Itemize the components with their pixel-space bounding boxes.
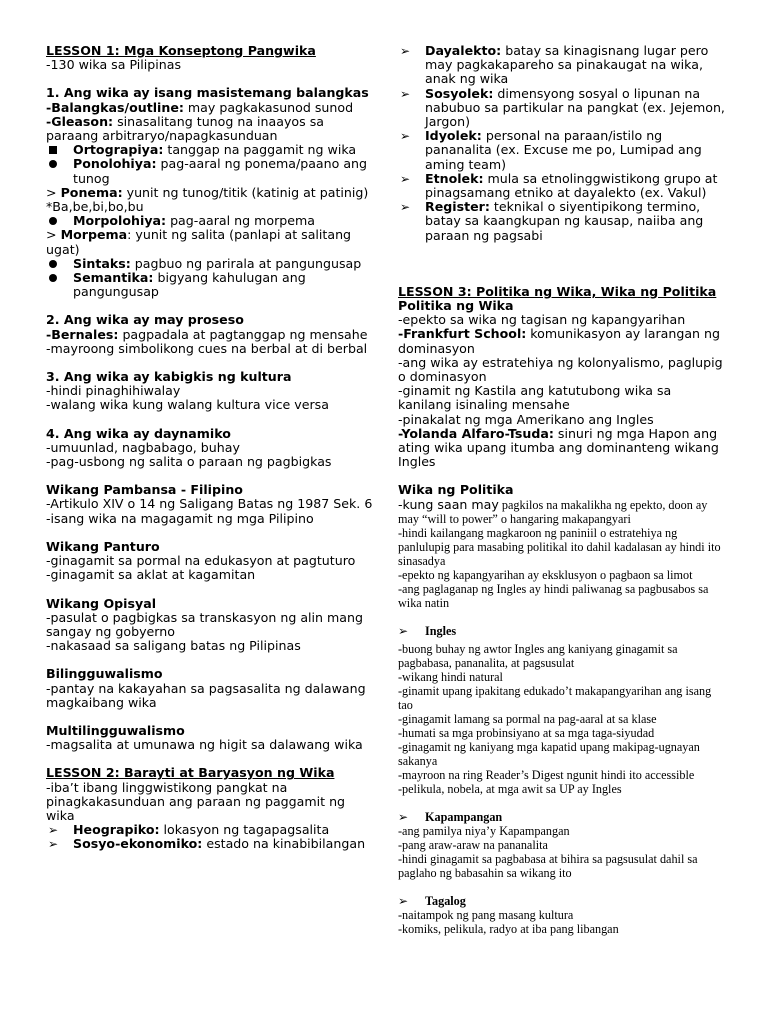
wng-body [398,526,726,936]
square-bullet-icon [49,146,57,154]
pw-frankfurt: -Frankfurt School: komunikasyon ay larangan ng dominasyon [398,326,721,356]
dot-bullet-icon [49,260,57,268]
bullet-idyolek: ➢ Idyolek: personal na paraan/istilo ng pananalita (ex. Excuse me po, Lumipad ang aming team) [399,128,702,172]
bullet-ponolohiya: Ponolohiya: pag-aaral ng ponema/paano ang tunog [46,157,376,185]
arrow-bullet-icon: ➢ [398,810,409,825]
ingles-heading: ➢ Ingles [398,624,457,639]
s3-line2: -walang wika kung walang kultura vice versa [46,397,329,413]
wikang-opisyal-line2: -nakasaad sa saligang batas ng Pilipinas [46,638,301,654]
ingles-line: -wikang hindi natural [398,670,503,685]
arrow-bullet-icon: ➢ [47,823,59,838]
ponema-line: > Ponema: yunit ng tunog/titik (katinig at patinig) [46,184,369,200]
dot-bullet-icon [49,217,57,225]
ingles-line: -mayroon na ring Reader’s Digest ngunit hindi ito accessible [398,768,695,783]
multilingguwalismo-title: Multilingguwalismo [46,722,185,738]
lesson2-line1: -iba’t ibang linggwistikong pangkat na pinagkakasunduan ang paraan ng paggamit ng wika [46,779,346,823]
bullet-sintaks: Sintaks: pagbuo ng parirala at pangungusap [46,257,376,271]
wikang-panturo-line2: -ginagamit sa aklat at kagamitan [46,567,256,583]
s3-title: 3. Ang wika ay kabigkis ng kultura [46,369,292,385]
lesson1-title: LESSON 1: Mga Konseptong Pangwika [46,43,316,58]
right-column [398,44,726,936]
dot-bullet-icon [49,274,57,282]
bullet-register: ➢ Register: teknikal o siyentipikong termino, batay sa kaangkupan ng kausap, naiiba ang paraan ng pagsabi [399,199,704,243]
kapampangan-line: -ang pamilya niya’y Kapampangan [398,824,570,839]
pw-line5: -pinakalat ng mga Amerikano ang Ingles [398,411,654,427]
wng-line4: -ang paglaganap ng Ingles ay hindi paliwanag sa pagbusabos sa wika natin [398,582,709,611]
wng-line2: -hindi kailangang magkaroon ng paniniil o estratehiya ng panlulupig para masabing politikal ito dahil kadalasan ay hindi ito sinasadya [398,526,721,569]
ingles-line: -ginamit upang ipakitang edukado’t makapangyarihan ang isang tao [398,684,712,713]
ingles-line: -buong buhay ng awtor Ingles ang kaniyang ginagamit sa pagbabasa, pananalita, at pagsusulat [398,642,678,671]
kapampangan-heading: ➢ Kapampangan [398,810,503,825]
s1-title: 1. Ang wika ay isang masistemang balangkas [46,85,369,101]
s3-line1: -hindi pinaghihiwalay [46,383,181,399]
s2-title: 2. Ang wika ay may proseso [46,312,244,328]
bilingguwalismo-title: Bilingguwalismo [46,666,163,682]
wikang-panturo-line1: -ginagamit sa pormal na edukasyon at pagtuturo [46,553,356,569]
ingles-line: -pelikula, nobela, at mga awit sa UP ay Ingles [398,782,622,797]
bullet-dayalekto: ➢ Dayalekto: batay sa kinagisnang lugar pero may pagkakapareho sa pinakaugat na wika, anak ng wika [399,43,709,87]
dot-bullet-icon [49,160,57,168]
wng-line3: -epekto ng kapangyarihan ay eksklusyon o pagbaon sa limot [398,568,693,583]
bullet-semantika: Semantika: bigyang kahulugan ang pangungusap [46,271,376,299]
ponema-example: *Ba,be,bi,bo,bu [46,199,144,215]
wikang-pambansa-line1: -Artikulo XIV o 14 ng Saligang Batas ng 1987 Sek. 6 [46,496,373,512]
wikang-opisyal-line1: -pasulat o pagbigkas sa transkasyon ng alin mang sangay ng gobyerno [46,609,364,639]
ingles-line: -humati sa mga probinsiyano at sa mga taga-siyudad [398,726,655,741]
s2-bernales: -Bernales: pagpadala at pagtanggap ng mensahe [46,326,368,342]
wikang-panturo-title: Wikang Panturo [46,538,160,554]
pw-line4: -ginamit ng Kastila ang katutubong wika sa kanilang isinaling mensahe [398,383,672,413]
lesson2-title: LESSON 2: Barayti at Baryasyon ng Wika [46,765,335,781]
pw-line3: -ang wika ay estratehiya ng kolonyalismo, paglupig o dominasyon [398,354,723,385]
lesson3-title: LESSON 3: Politika ng Wika, Wika ng Politika [398,283,717,299]
left-column [46,44,376,852]
wng-line1: -kung saan may pagkilos na makalikha ng epekto, doon ay may “will to power” o hangaring makapangyari [398,496,708,526]
bullet-heograpiko: ➢ Heograpiko: lokasyon ng tagapagsalita [47,822,330,838]
arrow-bullet-icon: ➢ [399,171,411,186]
bullet-morpolohiya: Morpolohiya: pag-aaral ng morpema [46,214,376,228]
bullet-etnolek: ➢ Etnolek: mula sa etnolinggwistikong grupo at pinagsamang etniko at dayalekto (ex. Vakul) [399,170,718,201]
arrow-bullet-icon: ➢ [398,894,409,909]
bullet-sosyo-ekonomiko: ➢ Sosyo-ekonomiko: estado na kinabibilangan [47,836,366,852]
bullet-sosyolek: ➢ Sosyolek: dimensyong sosyal o lipunan na nabubuo sa partikular na pangkat (ex. Jejemon, Jargon) [399,85,725,130]
kapampangan-line: -pang araw-araw na pananalita [398,838,548,853]
lesson1-sub: -130 wika sa Pilipinas [46,57,182,73]
s4-line2: -pag-usbong ng salita o paraan ng pagbigkas [46,454,332,470]
tagalog-heading: ➢ Tagalog [398,894,466,909]
ingles-line: -ginagamit ng kaniyang mga kapatid upang makipag-ugnayan sakanya [398,740,700,769]
bilingguwalismo-line1: -pantay na kakayahan sa pagsasalita ng dalawang magkaibang wika [46,680,366,710]
s1-gleason: -Gleason: sinasalitang tunog na inaayos sa paraang arbitraryo/napagkasunduan [46,113,324,144]
bullet-ortograpiya: Ortograpiya: tanggap na paggamit ng wika [46,143,376,157]
wikang-pambansa-title: Wikang Pambansa - Filipino [46,482,243,498]
tagalog-line: -naitampok ng pang masang kultura [398,908,574,923]
arrow-bullet-icon: ➢ [399,200,411,215]
arrow-bullet-icon: ➢ [47,837,59,852]
morpema-line: > Morpema: yunit ng salita (panlapi at salitang ugat) [46,227,352,257]
s1-balangkas: -Balangkas/outline: may pagkakasunod sunod [46,99,354,115]
wika-ng-politika-title: Wika ng Politika [398,482,514,498]
s2-line2: -mayroong simbolikong cues na berbal at di berbal [46,340,368,356]
wikang-pambansa-line2: -isang wika na magagamit ng mga Pilipino [46,510,314,526]
pw-yolanda: -Yolanda Alfaro-Tsuda: sinuri ng mga Hapon ang ating wika upang itumba ang dominanteng wikang Ingles [398,425,719,470]
politika-ng-wika-title: Politika ng Wika [398,298,514,314]
wikang-opisyal-title: Wikang Opisyal [46,595,157,611]
s4-line1: -umuunlad, nagbabago, buhay [46,439,240,455]
arrow-bullet-icon: ➢ [399,86,411,101]
pw-line1: -epekto sa wika ng tagisan ng kapangyarihan [398,312,686,328]
tagalog-line: -komiks, pelikula, radyo at iba pang libangan [398,922,619,937]
s4-title: 4. Ang wika ay daynamiko [46,425,231,441]
arrow-bullet-icon: ➢ [398,624,409,639]
arrow-bullet-icon: ➢ [399,129,411,144]
multilingguwalismo-line1: -magsalita at umunawa ng higit sa dalawang wika [46,737,363,753]
kapampangan-line: -hindi ginagamit sa pagbabasa at bihira sa pagsusulat dahil sa paglaho ng babasahin sa wikang ito [398,852,698,881]
ingles-line: -ginagamit lamang sa pormal na pag-aaral at sa klase [398,712,657,727]
arrow-bullet-icon: ➢ [399,44,411,58]
